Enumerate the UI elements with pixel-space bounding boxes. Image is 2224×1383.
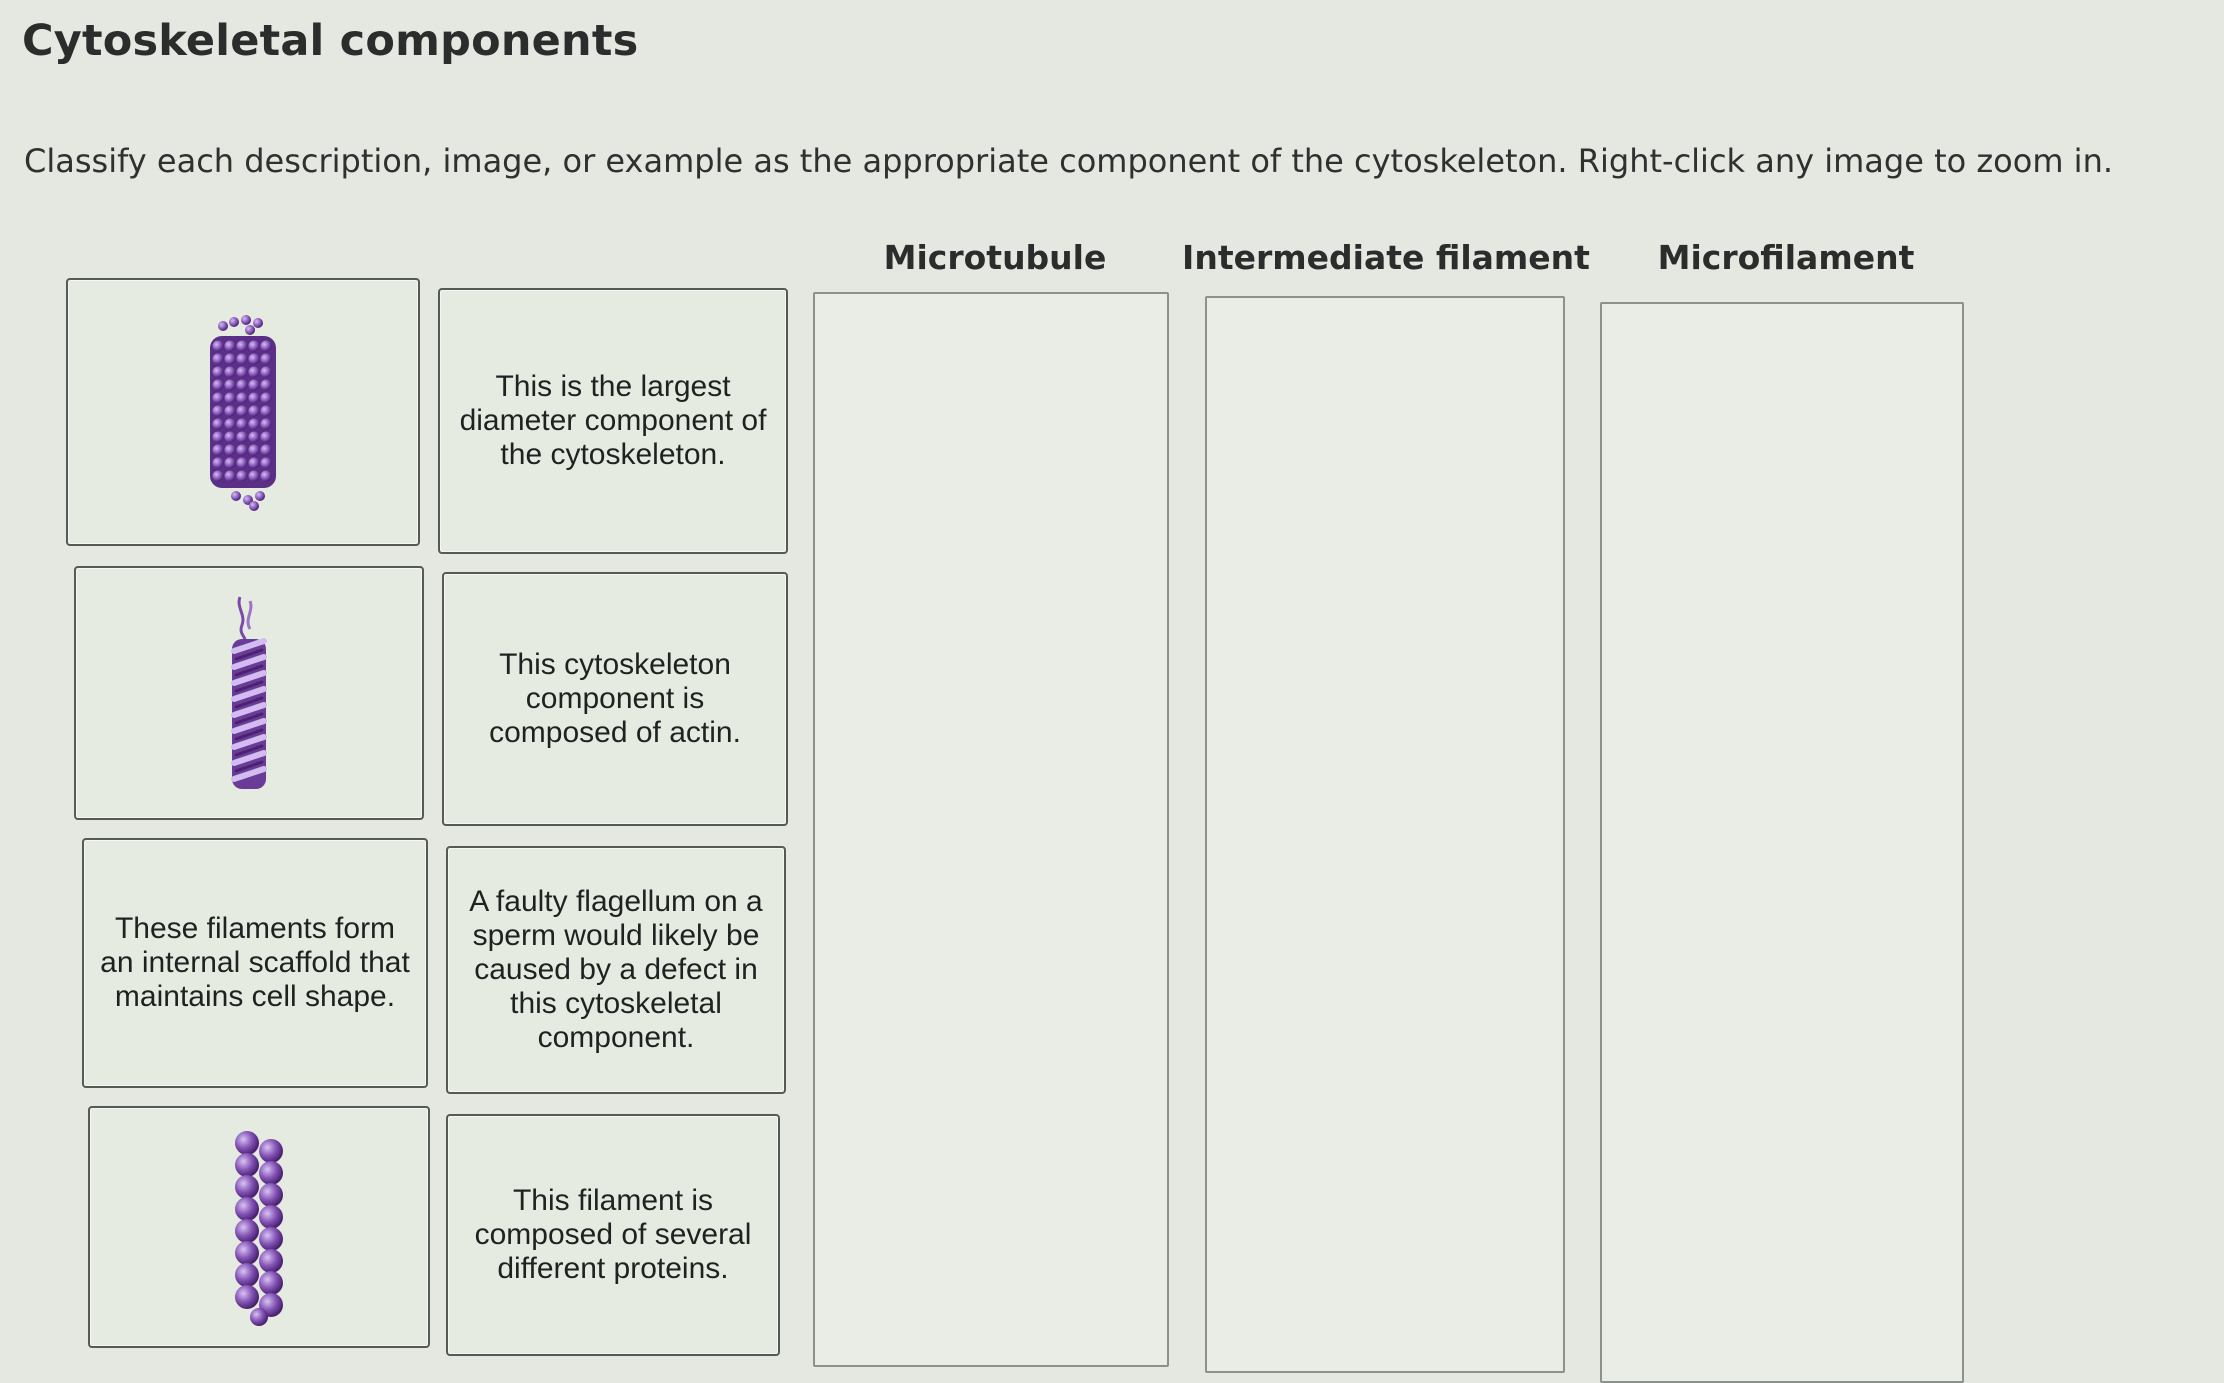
intermediate-filament-rope-icon [214, 593, 284, 793]
page-title: Cytoskeletal components [22, 16, 639, 66]
category-heading-microtubule: Microtubule [883, 238, 1107, 277]
category-heading-intermediate-filament: Intermediate filament [1182, 238, 1590, 277]
draggable-card-image-microfilament[interactable] [88, 1106, 430, 1348]
draggable-card-image-intermediate-filament[interactable] [74, 566, 424, 820]
draggable-card-faulty-flagellum[interactable] [446, 846, 786, 1094]
draggable-card-internal-scaffold[interactable] [82, 838, 428, 1088]
card-text: These filaments form an internal scaffold that maintains cell shape. [100, 912, 410, 1013]
card-text: This cytoskeleton component is composed of actin. [489, 648, 741, 749]
card-text: This filament is composed of several different proteins. [474, 1184, 752, 1285]
draggable-card-several-proteins[interactable] [446, 1114, 780, 1356]
draggable-card-largest-diameter[interactable] [438, 288, 788, 554]
actin-bead-chain-icon [219, 1127, 299, 1327]
drop-zone-microfilament[interactable] [1600, 302, 1964, 1383]
card-text: This is the largest diameter component of the cytoskeleton. [459, 370, 767, 471]
category-heading-microfilament: Microfilament [1657, 238, 1915, 277]
drop-zone-microtubule[interactable] [813, 292, 1169, 1367]
drop-zone-intermediate-filament[interactable] [1205, 296, 1565, 1373]
card-text: A faulty flagellum on a sperm would likely be caused by a defect in this cytoskeletal component. [469, 885, 763, 1054]
instructions-text: Classify each description, image, or example as the appropriate component of the cytoskeleton. Right-click any image to zoom in. [24, 142, 2114, 180]
draggable-card-actin[interactable] [442, 572, 788, 826]
draggable-card-image-microtubule[interactable] [66, 278, 420, 546]
microtubule-tube-icon [188, 312, 298, 512]
